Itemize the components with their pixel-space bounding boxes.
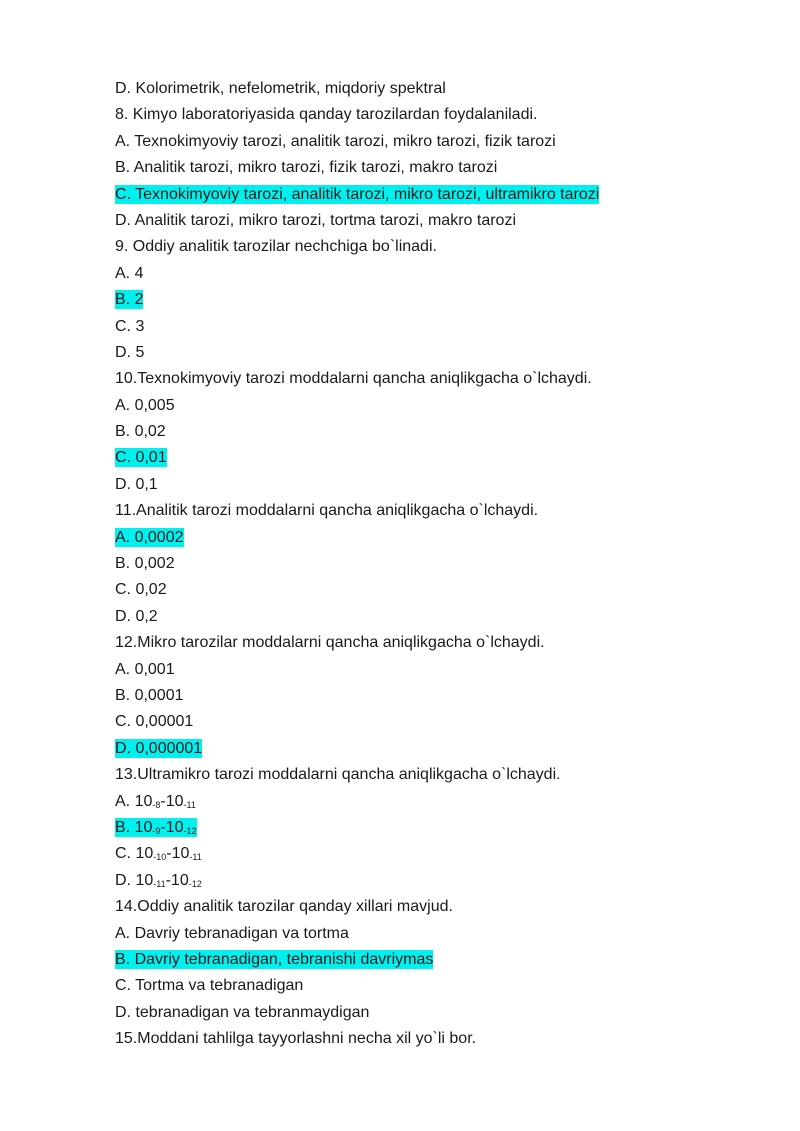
answer-option-line <box>115 393 775 419</box>
line-text: A. 4 <box>115 264 144 282</box>
line-text: C. 0,02 <box>115 581 167 599</box>
answer-option-line <box>115 657 775 683</box>
highlighted-text: B. 2 <box>115 291 144 309</box>
answer-option-line <box>115 525 775 551</box>
answer-option-line <box>115 340 775 366</box>
line-text: D. tebranadigan va tebranmaydigan <box>115 1003 370 1021</box>
line-text: D. Kolorimetrik, nefelometrik, miqdoriy spektral <box>115 80 446 97</box>
answer-option-line <box>115 76 775 102</box>
highlighted-text <box>115 818 197 837</box>
answer-option-line <box>115 1000 775 1026</box>
line-text: D. Analitik tarozi, mikro tarozi, tortma tarozi, makro tarozi <box>115 211 516 229</box>
answer-option-line <box>115 472 775 498</box>
range-text: 10 <box>135 871 154 889</box>
line-text: B. 0,02 <box>115 423 166 441</box>
line-text: 14.Oddiy analitik tarozilar qanday xillari mavjud. <box>115 898 453 916</box>
range-text: - <box>160 792 166 810</box>
exponent: -9 <box>152 825 161 836</box>
line-text: C. Tortma va tebranadigan <box>115 977 304 995</box>
question-line <box>115 762 775 788</box>
line-text: A. Texnokimyoviy tarozi, analitik tarozi, mikro tarozi, fizik tarozi <box>115 132 556 150</box>
line-text: D. 5 <box>115 343 145 361</box>
highlighted-text: C. Texnokimyoviy tarozi, analitik tarozi, mikro tarozi, ultramikro tarozi <box>115 185 600 203</box>
answer-option-line <box>115 287 775 313</box>
line-text: 8. Kimyo laboratoriyasida qanday tarozilardan foydalaniladi. <box>115 106 538 124</box>
range-text: 10 <box>134 818 153 836</box>
question-line <box>115 498 775 524</box>
exponent: -11 <box>153 878 166 889</box>
answer-option-line <box>115 314 775 340</box>
range-text: - <box>166 845 172 863</box>
answer-option-line <box>115 709 775 735</box>
answer-option-line <box>115 815 775 841</box>
line-text <box>115 845 202 862</box>
answer-option-line <box>115 921 775 947</box>
range-text: C. <box>115 845 136 863</box>
answer-option-line <box>115 736 775 762</box>
range-text: 10 <box>171 845 190 863</box>
answer-option-line <box>115 551 775 577</box>
range-text: A. <box>115 792 135 810</box>
range-text: 10 <box>165 792 184 810</box>
answer-option-line <box>115 973 775 999</box>
range-text: 10 <box>134 792 153 810</box>
question-line <box>115 102 775 128</box>
line-text: D. 0,2 <box>115 607 158 625</box>
question-line <box>115 630 775 656</box>
line-text: C. 3 <box>115 317 145 335</box>
exponent: -8 <box>152 799 161 810</box>
line-text <box>115 793 196 810</box>
line-text: A. Davriy tebranadigan va tortma <box>115 924 349 942</box>
answer-option-line <box>115 208 775 234</box>
line-text: B. Analitik tarozi, mikro tarozi, fizik tarozi, makro tarozi <box>115 159 498 177</box>
exponent: -11 <box>189 852 202 863</box>
range-text: 10 <box>135 845 154 863</box>
range-text: 10 <box>170 871 189 889</box>
answer-option-line <box>115 868 775 894</box>
line-text: 12.Mikro tarozilar moddalarni qancha aniqlikgacha o`lchaydi. <box>115 634 545 652</box>
answer-option-line <box>115 841 775 867</box>
document-body <box>115 76 775 1052</box>
range-text: - <box>160 818 166 836</box>
exponent: -12 <box>188 878 202 889</box>
answer-option-line <box>115 947 775 973</box>
answer-option-line <box>115 577 775 603</box>
answer-option-line <box>115 261 775 287</box>
range-text: - <box>165 871 171 889</box>
question-line <box>115 894 775 920</box>
line-text: B. 0,0001 <box>115 686 184 704</box>
answer-option-line <box>115 419 775 445</box>
range-text: D. <box>115 871 136 889</box>
answer-option-line <box>115 155 775 181</box>
line-text: D. 0,1 <box>115 475 158 493</box>
question-line <box>115 234 775 260</box>
answer-option-line <box>115 445 775 471</box>
highlighted-text: C. 0,01 <box>115 449 167 467</box>
question-line <box>115 366 775 392</box>
line-text: 10.Texnokimyoviy tarozi moddalarni qancha aniqlikgacha o`lchaydi. <box>115 370 592 388</box>
line-text: 15.Moddani tahlilga tayyorlashni necha xil yo`li bor. <box>115 1030 477 1048</box>
line-text: B. 0,002 <box>115 555 175 573</box>
line-text: C. 0,00001 <box>115 713 194 731</box>
answer-option-line <box>115 789 775 815</box>
exponent: -10 <box>153 852 167 863</box>
range-text: 10 <box>165 818 184 836</box>
highlighted-text: A. 0,0002 <box>115 528 184 546</box>
line-text <box>115 872 202 889</box>
answer-option-line <box>115 604 775 630</box>
answer-option-line <box>115 683 775 709</box>
line-text: A. 0,001 <box>115 660 175 678</box>
line-text: 9. Oddiy analitik tarozilar nechchiga bo`linadi. <box>115 238 437 256</box>
line-text: 13.Ultramikro tarozi moddalarni qancha aniqlikgacha o`lchaydi. <box>115 766 561 784</box>
highlighted-text: B. Davriy tebranadigan, tebranishi davriymas <box>115 950 434 968</box>
range-text: B. <box>115 818 135 836</box>
line-text: A. 0,005 <box>115 396 175 414</box>
answer-option-line <box>115 182 775 208</box>
highlighted-text: D. 0,000001 <box>115 739 203 757</box>
question-line <box>115 1026 775 1052</box>
answer-option-line <box>115 129 775 155</box>
line-text: 11.Analitik tarozi moddalarni qancha aniqlikgacha o`lchaydi. <box>115 502 539 520</box>
exponent: -11 <box>183 799 196 810</box>
exponent: -12 <box>183 825 197 836</box>
